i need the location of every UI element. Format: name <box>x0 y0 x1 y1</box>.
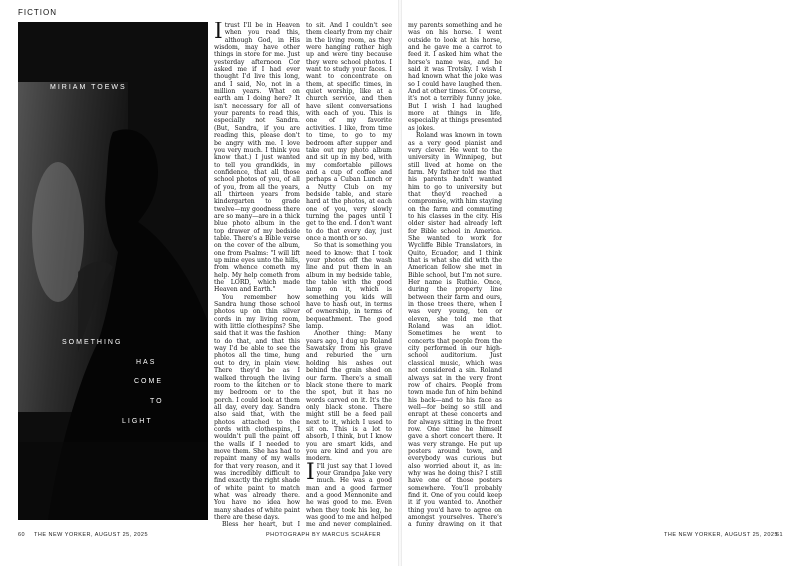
photo-credit: PHOTOGRAPH BY MARCUS SCHÄFER <box>266 532 381 538</box>
story-column-2 <box>306 22 392 527</box>
dek-word-5: LIGHT <box>122 418 153 425</box>
section-label: FICTION <box>18 8 57 17</box>
photo-illustration <box>18 22 208 520</box>
paragraph: So that is something you need to know: that I took your photos off the wash line and put them in an album in my bedside table, the table with the good lamp on it, which is something you kids will have to hash out, in terms of ownership, in terms of bequeathment. The good lamp. <box>306 242 392 331</box>
paragraph: Roland was known in town as a very good pianist and very clever. He went to the university in Winnipeg, but still lived at home on the farm. My father told me that his parents hadn't wanted him to go to university but that they'd reached a compromise, with him staying on the farm and commuting to his classes in the city. His older sister had already left for Bible school in America. She wanted to work for Wycliffe Bible Translators, in Quito, Ecuador, and I think that is what she did with the American fellow she met in Bible school, but I'm not sure. Her name is Ruthie. Once, during the property line between their farm and ours, in those trees there, when I was very young, ten or eleven, she told me that Roland was an idiot. Sometimes he went to concerts that people from the city performed in our high-school auditorium. Just classical music, which was not considered a sin. Roland always sat in the very front row of chairs. People from town made fun of him behind his back—and to his face as well—for being so still and enrapt at these concerts and for always sitting in the front row. One time he himself gave a short concert there. It was very strange. He put up posters around town, and everybody was curious but also worried about it, as in: why was he doing this? I still have one of those posters somewhere. You'll probably find it. One of you could keep it if you wanted to. Another thing you'd have to agree on amongst yourselves. There's a funny drawing on it that <box>408 132 502 527</box>
dek-word-4: TO <box>150 398 164 405</box>
paragraph-section-break: I I'll just say that I loved your Grandpa Jake very much. He was a good man and a good farmer and a good Mennonite and he was good to me. Even when they took his leg, he was good to me and helped me and never complained. <box>306 459 392 527</box>
paragraph: Itrust I'll be in Heaven when you read this, although God, in His wisdom, may have other things in store for me. Just yesterday afternoon Cor asked me if I had ever thought I'd live this long, and I said, No, not in a million years. What on earth am I doing here? It isn't necessary for all of your parents to read this, especially not Sandra. (But, Sandra, if you are reading this, please don't be angry with me. I love you very much. I think you know that.) I just wanted to tell you grandkids, in confidence, that all those school photos of you, of all of you, from all the years, all thirteen years from kindergarten to grade twelve—my goodness there are so many—are in a thick blue photo album in the top drawer of my bedside table. There's a Bible verse on the cover of the album, one from Psalms: "I will lift up mine eyes unto the hills, from whence cometh my help. My help cometh from the LORD, which made Heaven and Earth." <box>214 22 300 294</box>
paragraph: Another thing: Many years ago, I dug up Roland Sawatsky from his grave and reburied the urn holding his ashes out behind the grain shed on our farm. There's a small black stone there to mark the spot, but it has no words carved on it. It's the only black stone. There might still be a feed pail next to it, which I used to sit on. This is a lot to absorb, I think, but I know you are smart kids, and you are kind and you are modern. <box>306 330 392 463</box>
folio-magazine: THE NEW YORKER, AUGUST 25, 2025 <box>34 532 149 538</box>
paragraph: Bless her heart, but I <box>222 521 300 527</box>
dek-word-3: COME <box>134 378 163 385</box>
paragraph: my parents something and he was on his horse. I went outside to look at his horse, and he gave me a carrot to feed it. I asked him what the horse's name was, and he said it was Trotsky. I wish I had known what the joke was so I could have laughed then. And at other times. Of course, it's not a terribly funny joke. But I wish I had laughed more at things in life, especially at things presented as jokes. <box>408 22 502 132</box>
paragraph: to sit. And I couldn't see them clearly from my chair in the living room, as they were hanging rather high up and were tiny because they were school photos. I want to study your faces. I want to concentrate on them, at specific times, in quiet worship, like at a church service, and then have silent conversations with each of you. This is one of my favorite activities. I like, from time to time, to go to my bedroom after supper and take out my photo album and sit up in my bed, with my comfortable pillows and a cup of coffee and perhaps a Cuban Lunch or a Nutty Club on my bedside table, and stare hard at the photos, at each one of you, very slowly turning the pages until I get to the end. I don't want to do that every day, just once a month or so. <box>306 22 392 242</box>
author-name: MIRIAM TOEWS <box>50 84 127 91</box>
folio-magazine: THE NEW YORKER, AUGUST 25, 2025 <box>664 532 779 538</box>
drop-cap: I <box>306 459 315 485</box>
story-column-3 <box>408 22 502 527</box>
folio-page-number: 60 <box>18 532 26 538</box>
folio-page-number: 61 <box>776 532 784 538</box>
drop-cap: I <box>214 22 223 44</box>
story-photograph <box>18 22 208 520</box>
right-page <box>400 0 800 566</box>
dek-word-2: HAS <box>136 359 157 366</box>
paragraph: You remember how Sandra hung those school photos up on thin silver cords in my living room, with little clothespins? She said that it was the fashion to do that, and that this way I'd be able to see the photos all the time, hung out to dry, in plain view. There they'd be as I walked through the living room to the kitchen or to my bedroom or to the porch. I could look at them all day, every day. Sandra also said that, with the photos attached to the cords with clothespins, I wouldn't pull the paint off the walls if I needed to move them. She has had to repaint many of my walls for that very reason, and it was incredibly difficult to find exactly the right shade of white paint to match what was already there. You have no idea how many shades of white paint there are these days. <box>214 293 300 522</box>
dek-word-1: SOMETHING <box>62 339 123 346</box>
story-column-1 <box>214 22 300 527</box>
